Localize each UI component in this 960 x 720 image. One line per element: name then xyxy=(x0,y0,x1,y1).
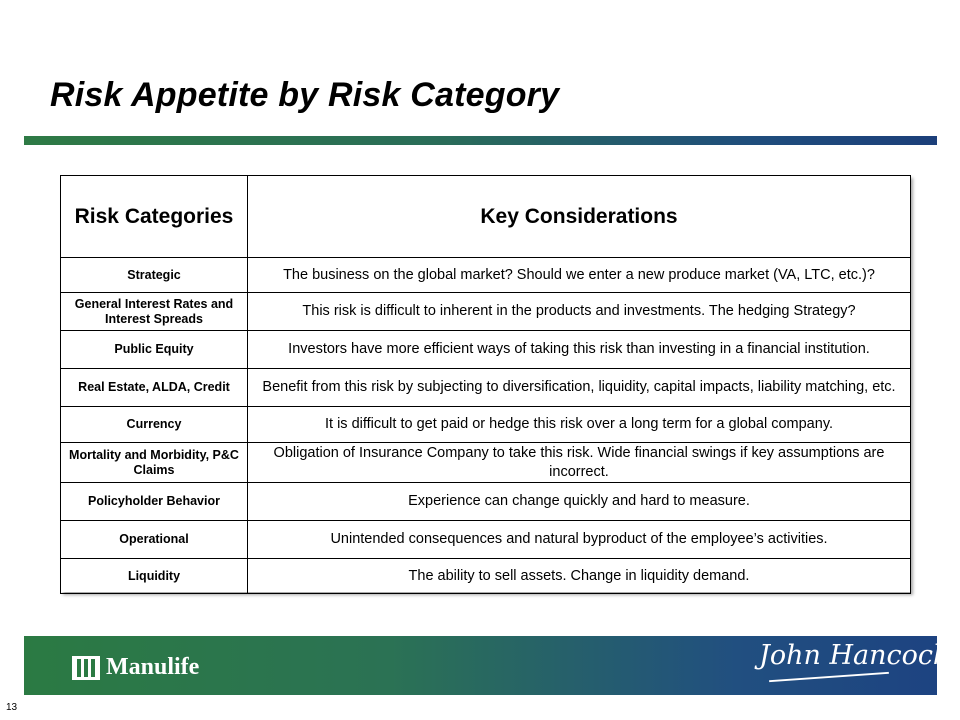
risk-table-container xyxy=(60,175,910,592)
category-cell: Currency xyxy=(61,407,248,443)
category-cell: Operational xyxy=(61,521,248,559)
table-row xyxy=(61,293,911,331)
category-cell: Strategic xyxy=(61,258,248,293)
risk-table xyxy=(60,175,911,594)
table-row xyxy=(61,407,911,443)
signature-flourish-icon xyxy=(769,672,889,682)
category-cell: Liquidity xyxy=(61,559,248,594)
manulife-wordmark: Manulife xyxy=(106,654,200,680)
table-row xyxy=(61,331,911,369)
header-risk-categories: Risk Categories xyxy=(61,176,248,258)
consideration-cell: The ability to sell assets. Change in liquidity demand. xyxy=(248,559,911,594)
john-hancock-wordmark: John Hancock. xyxy=(759,640,958,671)
consideration-cell: This risk is difficult to inherent in the products and investments. The hedging Strategy? xyxy=(248,293,911,331)
consideration-cell: Investors have more efficient ways of taking this risk than investing in a financial institution. xyxy=(248,331,911,369)
title-divider xyxy=(24,136,937,145)
table-row xyxy=(61,443,911,483)
table-row xyxy=(61,521,911,559)
consideration-cell: The business on the global market? Should we enter a new produce market (VA, LTC, etc.)? xyxy=(248,258,911,293)
header-key-considerations: Key Considerations xyxy=(248,176,911,258)
category-cell: Public Equity xyxy=(61,331,248,369)
footer-banner xyxy=(24,636,958,695)
manulife-mark-icon xyxy=(72,656,100,680)
table-row xyxy=(61,559,911,594)
table-row xyxy=(61,258,911,293)
slide-title: Risk Appetite by Risk Category xyxy=(50,76,560,114)
category-cell: General Interest Rates and Interest Spreads xyxy=(61,293,248,331)
table-row xyxy=(61,483,911,521)
consideration-cell: Experience can change quickly and hard to measure. xyxy=(248,483,911,521)
category-cell: Real Estate, ALDA, Credit xyxy=(61,369,248,407)
consideration-cell: Benefit from this risk by subjecting to diversification, liquidity, capital impacts, liability matching, etc. xyxy=(248,369,911,407)
john-hancock-logo xyxy=(759,640,958,671)
manulife-logo xyxy=(72,654,199,681)
category-cell: Mortality and Morbidity, P&C Claims xyxy=(61,443,248,483)
category-cell: Policyholder Behavior xyxy=(61,483,248,521)
table-header-row xyxy=(61,176,911,258)
page-number: 13 xyxy=(6,702,18,713)
table-row xyxy=(61,369,911,407)
consideration-cell: Obligation of Insurance Company to take this risk. Wide financial swings if key assumptions are incorrect. xyxy=(248,443,911,483)
consideration-cell: Unintended consequences and natural byproduct of the employee’s activities. xyxy=(248,521,911,559)
consideration-cell: It is difficult to get paid or hedge this risk over a long term for a global company. xyxy=(248,407,911,443)
